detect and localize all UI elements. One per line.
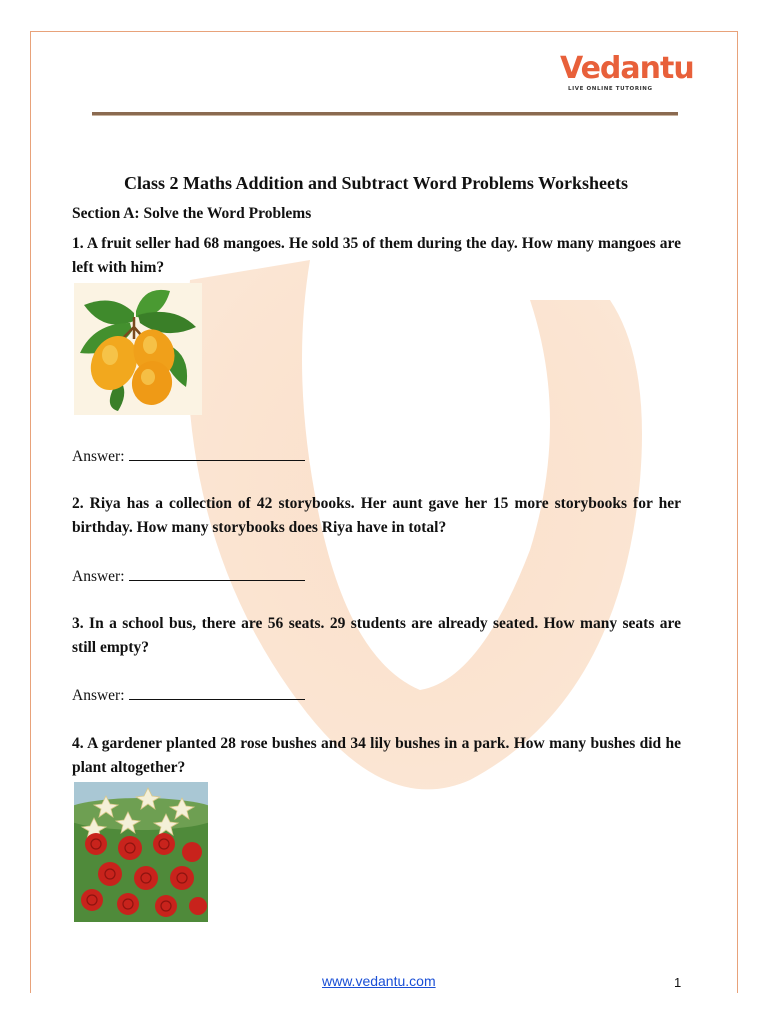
question-4: 4. A gardener planted 28 rose bushes and 34 lily bushes in a park. How many bushes did he plant altogether? [72,735,681,776]
mangoes-illustration-icon [74,283,202,415]
answer-label: Answer: [72,687,125,704]
question-1: 1. A fruit seller had 68 mangoes. He sold 35 of them during the day. How many mangoes are left with him? [72,235,681,276]
answer-line-3 [72,687,305,705]
header-rule [92,112,678,116]
answer-label: Answer: [72,568,125,585]
page-number: 1 [674,975,682,990]
roses-lilies-image [74,782,208,922]
brand-logo [560,51,694,92]
brand-name: Vedantu [560,51,694,86]
answer-line-2 [72,568,305,586]
answer-blank-2[interactable] [129,568,305,581]
brand-tagline: LIVE ONLINE TUTORING [568,86,653,92]
answer-line-1 [72,448,305,466]
mangoes-image [74,283,202,415]
answer-label: Answer: [72,448,125,465]
answer-blank-1[interactable] [129,448,305,461]
section-heading: Section A: Solve the Word Problems [72,205,312,222]
document-title: Class 2 Maths Addition and Subtract Word Problems Worksheets [123,173,629,193]
roses-lilies-illustration-icon [74,782,208,922]
answer-blank-3[interactable] [129,687,305,700]
question-2: 2. Riya has a collection of 42 storybooks. Her aunt gave her 15 more storybooks for her birthday. How many storybooks does Riya have in total? [72,495,681,536]
question-3: 3. In a school bus, there are 56 seats. 29 students are already seated. How many seats are still empty? [72,615,681,656]
footer-website-link[interactable]: www.vedantu.com [322,973,436,989]
